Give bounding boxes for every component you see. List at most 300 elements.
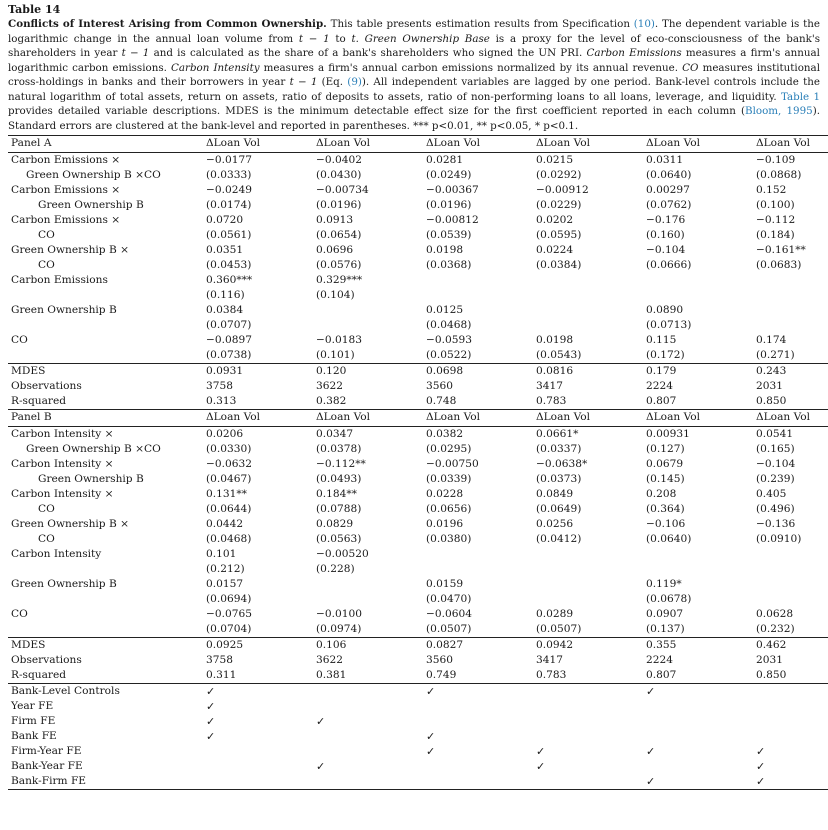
table-cell: (0.0196) [316, 199, 362, 211]
table-cell: (0.0378) [316, 443, 362, 455]
table-cell [643, 699, 753, 714]
table-cell: 0.748 [426, 395, 457, 407]
row-label: Green Ownership B [38, 199, 144, 211]
table-cell: −0.00912 [536, 184, 589, 196]
table-cell: −0.161** [756, 244, 806, 256]
caption-text: is a proxy for the level of eco-consciousness of the bank's shareholders in year [8, 32, 820, 59]
ref-specification-link[interactable]: (10) [633, 18, 655, 30]
table-cell [753, 547, 828, 562]
table-cell: 0.0661* [536, 428, 579, 440]
table-cell: (0.0649) [536, 503, 582, 515]
table-cell: (0.0380) [426, 533, 472, 545]
table-cell: (0.0539) [426, 229, 472, 241]
table-cell: 0.174 [756, 334, 787, 346]
table-cell: (0.0522) [426, 349, 472, 361]
table-row [8, 273, 828, 288]
table-row [8, 183, 828, 198]
table-cell: (0.0654) [316, 229, 362, 241]
table-cell: −0.0177 [206, 154, 252, 166]
table-cell: 0.0698 [423, 364, 533, 380]
table-cell [753, 684, 828, 700]
table-cell: 0.329*** [316, 274, 363, 286]
caption-text: provides detailed variable descriptions. MDES is the minimum detectable effect size for the first coefficient reported in each column ( [8, 105, 746, 117]
table-cell: −0.0604 [426, 608, 472, 620]
ref-table-link[interactable]: Table 1 [780, 90, 820, 103]
row-label [8, 318, 203, 333]
table-cell [643, 729, 753, 744]
table-cell: 0.0351 [206, 244, 244, 256]
table-cell: 2224 [646, 654, 673, 666]
table-cell: −0.00367 [426, 184, 479, 196]
table-cell [533, 273, 643, 288]
table-cell: 0.131** [206, 488, 247, 500]
table-cell: (0.0576) [316, 259, 362, 271]
page [8, 0, 820, 790]
table-cell: (0.0640) [646, 533, 692, 545]
column-header: ΔLoan Vol [643, 410, 753, 427]
table-row [8, 472, 828, 487]
table-cell: (0.101) [316, 349, 355, 361]
controls-row [8, 759, 828, 774]
table-cell [533, 714, 643, 729]
column-header: ΔLoan Vol [533, 410, 643, 427]
table-cell: (0.104) [316, 289, 355, 301]
panel-label: Panel B [8, 410, 203, 427]
table-cell: 0.0907 [646, 608, 684, 620]
table-cell [643, 759, 753, 774]
table-cell: (0.0249) [426, 169, 472, 181]
table-cell: 0.0224 [536, 244, 574, 256]
table-cell: 0.807 [646, 395, 677, 407]
caption-term: Carbon Intensity [171, 61, 260, 74]
table-cell: (0.100) [756, 199, 795, 211]
row-label: Carbon Intensity [11, 548, 102, 560]
table-row [8, 607, 828, 622]
row-label: CO [38, 229, 55, 241]
table-cell: (0.0453) [206, 259, 252, 271]
row-label: Carbon Intensity × [11, 458, 114, 470]
table-cell: (0.496) [756, 503, 795, 515]
caption-term: Green Ownership Base [364, 32, 490, 45]
table-cell [533, 729, 643, 744]
table-row [8, 198, 828, 213]
row-label: Carbon Intensity × [11, 428, 114, 440]
table-cell: 0.355 [643, 638, 753, 654]
table-cell: 0.0890 [646, 304, 684, 316]
row-label: Bank-Level Controls [8, 684, 203, 700]
table-cell: 0.0196 [426, 518, 464, 530]
table-cell: 0.00297 [646, 184, 690, 196]
table-cell: −0.104 [756, 458, 796, 470]
table-cell [313, 729, 423, 744]
row-label: Green Ownership B ×CO [26, 443, 161, 455]
row-label: Carbon Emissions × [11, 154, 121, 166]
table-cell: (0.0683) [756, 259, 802, 271]
table-cell: 0.749 [426, 669, 457, 681]
table-cell: (0.160) [646, 229, 685, 241]
table-cell: 0.405 [756, 488, 787, 500]
table-cell: 3622 [316, 380, 343, 392]
table-cell: −0.176 [646, 214, 686, 226]
column-header: ΔLoan Vol [533, 136, 643, 153]
ref-bloom-link[interactable]: Bloom, 1995 [745, 105, 813, 117]
table-cell [423, 759, 533, 774]
row-label: R-squared [11, 669, 67, 681]
table-cell: 3417 [536, 380, 563, 392]
caption-title: Conflicts of Interest Arising from Common Ownership. [8, 18, 327, 30]
column-header: ΔLoan Vol [423, 136, 533, 153]
controls-row [8, 774, 828, 790]
row-label [8, 592, 203, 607]
check-mark: ✓ [423, 684, 533, 700]
table-cell [753, 318, 828, 333]
table-cell: 3417 [536, 654, 563, 666]
caption-text: measures a firm's annual carbon emissions normalized by its annual revenue. [259, 61, 683, 74]
table-cell [533, 774, 643, 790]
table-cell [423, 714, 533, 729]
table-cell: 0.115 [646, 334, 677, 346]
table-row [8, 502, 828, 517]
controls-row [8, 744, 828, 759]
table-cell: (0.0384) [536, 259, 582, 271]
table-cell: 0.184** [316, 488, 357, 500]
check-mark: ✓ [536, 760, 546, 773]
table-cell [753, 303, 828, 318]
table-cell: 0.0913 [316, 214, 354, 226]
table-cell: 0.0925 [203, 638, 313, 654]
row-label: Carbon Emissions × [11, 214, 121, 226]
table-cell: (0.0468) [206, 533, 252, 545]
table-cell: 0.208 [646, 488, 677, 500]
table-cell [753, 714, 828, 729]
table-cell: −0.0249 [206, 184, 252, 196]
table-cell: (0.271) [756, 349, 795, 361]
table-cell: 0.0125 [426, 304, 464, 316]
table-cell: 0.0384 [206, 304, 244, 316]
row-label: CO [38, 259, 55, 271]
table-cell: −0.00750 [426, 458, 479, 470]
table-cell: 0.0198 [536, 334, 574, 346]
table-cell: 0.00931 [646, 428, 690, 440]
table-cell: 0.850 [756, 669, 787, 681]
table-cell: (0.0762) [646, 199, 692, 211]
table-cell [423, 774, 533, 790]
table-cell [313, 592, 423, 607]
table-cell [533, 547, 643, 562]
table-cell: (0.0339) [426, 473, 472, 485]
table-row [8, 517, 828, 532]
table-cell: (0.0543) [536, 349, 582, 361]
table-cell: (0.0910) [756, 533, 802, 545]
column-header: ΔLoan Vol [423, 410, 533, 427]
table-cell: −0.0632 [206, 458, 252, 470]
table-cell [643, 714, 753, 729]
column-header: ΔLoan Vol [753, 410, 828, 427]
table-row [8, 333, 828, 348]
results-table [8, 135, 828, 790]
table-row [8, 258, 828, 273]
check-mark: ✓ [756, 760, 766, 773]
table-cell: (0.0644) [206, 503, 252, 515]
caption-text: to [329, 32, 352, 45]
table-cell [313, 318, 423, 333]
table-cell [753, 562, 828, 577]
row-label: R-squared [11, 395, 67, 407]
table-cell: 0.0215 [536, 154, 574, 166]
row-label: Carbon Intensity × [11, 488, 114, 500]
row-label: Bank-Firm FE [8, 774, 203, 790]
table-row [8, 243, 828, 258]
table-row [8, 318, 828, 333]
check-mark: ✓ [203, 684, 313, 700]
table-row [8, 288, 828, 303]
table-cell: (0.0196) [426, 199, 472, 211]
table-row [8, 153, 828, 169]
table-cell: 0.382 [316, 395, 347, 407]
table-cell: 0.0442 [206, 518, 244, 530]
row-label: Green Ownership B ×CO [26, 169, 161, 181]
check-mark: ✓ [643, 684, 753, 700]
caption-math: t − 1 [298, 32, 330, 45]
table-cell: 0.120 [313, 364, 423, 380]
table-cell: −0.00520 [316, 548, 369, 560]
table-cell: −0.136 [756, 518, 796, 530]
row-label [8, 622, 203, 638]
table-cell: 0.243 [753, 364, 828, 380]
table-row [8, 577, 828, 592]
table-row [8, 348, 828, 364]
table-cell: (0.137) [646, 623, 685, 635]
row-label: Carbon Emissions × [11, 184, 121, 196]
table-cell: 0.0679 [646, 458, 684, 470]
table-cell: −0.112** [316, 458, 366, 470]
column-header: ΔLoan Vol [643, 136, 753, 153]
table-cell: 0.0382 [426, 428, 464, 440]
table-cell: −0.106 [646, 518, 686, 530]
table-cell: (0.0337) [536, 443, 582, 455]
table-row [8, 303, 828, 318]
table-cell: 0.0289 [536, 608, 574, 620]
controls-row [8, 729, 828, 744]
table-cell: (0.0694) [206, 593, 252, 605]
check-mark: ✓ [206, 715, 216, 728]
row-label [8, 348, 203, 364]
table-cell: (0.0666) [646, 259, 692, 271]
table-cell: 0.152 [756, 184, 787, 196]
caption-text: and is calculated as the share of a bank's shareholders who signed the UN PRI. [149, 47, 587, 59]
table-cell [533, 577, 643, 592]
caption-text: . [355, 32, 365, 45]
table-cell: 0.850 [756, 395, 787, 407]
table-cell [753, 577, 828, 592]
row-label: CO [38, 533, 55, 545]
table-cell: (0.165) [756, 443, 795, 455]
stats-row [8, 653, 828, 668]
table-cell: 0.807 [646, 669, 677, 681]
check-mark: ✓ [426, 745, 436, 758]
table-cell: (0.0788) [316, 503, 362, 515]
row-label: Bank FE [11, 730, 57, 742]
table-cell [203, 774, 313, 790]
check-mark: ✓ [646, 745, 656, 758]
caption-math: t − 1 [289, 76, 318, 88]
check-mark: ✓ [206, 700, 216, 713]
caption-text: measures a firm's annual logarithmic carbon emissions. [8, 47, 820, 74]
check-mark: ✓ [316, 715, 326, 728]
table-cell: 0.0198 [426, 244, 464, 256]
table-cell: (0.0507) [536, 623, 582, 635]
table-cell: 0.0628 [756, 608, 794, 620]
table-cell: (0.228) [316, 563, 355, 575]
table-cell: (0.0640) [646, 169, 692, 181]
table-cell: (0.0467) [206, 473, 252, 485]
table-row [8, 457, 828, 472]
check-mark: ✓ [206, 730, 216, 743]
table-cell: 0.101 [206, 548, 237, 560]
caption-text: (Eq. [317, 76, 348, 88]
table-cell: 0.0347 [316, 428, 354, 440]
row-label: Bank-Year FE [11, 760, 83, 772]
row-label: Year FE [11, 700, 54, 712]
stats-row [8, 668, 828, 684]
row-label: MDES [8, 638, 203, 654]
results-table-body [8, 136, 828, 790]
panel-label: Panel A [8, 136, 203, 153]
row-label [8, 562, 203, 577]
table-cell: (0.0295) [426, 443, 472, 455]
column-header: ΔLoan Vol [313, 136, 423, 153]
ref-equation-link[interactable]: (9) [347, 76, 362, 88]
table-cell: 0.0720 [206, 214, 244, 226]
table-cell [313, 744, 423, 759]
table-cell: 0.0157 [206, 578, 244, 590]
table-cell: 0.0159 [426, 578, 464, 590]
row-label: Green Ownership B × [11, 518, 129, 530]
table-cell: 0.360*** [206, 274, 253, 286]
table-cell: 0.381 [316, 669, 347, 681]
table-cell: (0.0373) [536, 473, 582, 485]
table-cell: (0.0704) [206, 623, 252, 635]
table-cell: (0.0292) [536, 169, 582, 181]
check-mark: ✓ [756, 745, 766, 758]
table-cell: 0.0541 [756, 428, 794, 440]
table-cell: (0.145) [646, 473, 685, 485]
table-cell: 0.0827 [423, 638, 533, 654]
table-cell [643, 562, 753, 577]
table-cell: (0.0713) [646, 319, 692, 331]
table-cell [643, 288, 753, 303]
table-row [8, 442, 828, 457]
table-cell: −0.0765 [206, 608, 252, 620]
table-cell [753, 288, 828, 303]
table-cell: −0.109 [756, 154, 796, 166]
controls-row [8, 714, 828, 729]
table-cell: (0.0507) [426, 623, 472, 635]
table-cell: 0.0829 [316, 518, 354, 530]
table-cell: −0.104 [646, 244, 686, 256]
stats-row [8, 379, 828, 394]
table-cell [533, 288, 643, 303]
table-row [8, 592, 828, 607]
table-cell [313, 303, 423, 318]
table-cell [643, 273, 753, 288]
table-cell: (0.0412) [536, 533, 582, 545]
table-cell: (0.0174) [206, 199, 252, 211]
table-cell: 0.0311 [646, 154, 684, 166]
table-cell: (0.0333) [206, 169, 252, 181]
panel-header-row [8, 410, 828, 427]
panel-header-row [8, 136, 828, 153]
table-cell: 0.0696 [316, 244, 354, 256]
table-cell [423, 699, 533, 714]
table-cell [533, 318, 643, 333]
table-cell [533, 699, 643, 714]
table-cell: 0.179 [643, 364, 753, 380]
row-label: Green Ownership B [11, 578, 117, 590]
caption-text: measures institutional cross-holdings in banks and their borrowers in year [8, 61, 820, 88]
table-cell [423, 288, 533, 303]
table-cell: 0.0931 [203, 364, 313, 380]
row-label: Firm FE [11, 715, 56, 727]
table-cell: −0.0593 [426, 334, 472, 346]
row-label: Carbon Emissions [11, 274, 108, 286]
stats-row [8, 394, 828, 410]
caption-text: ). Standard errors are clustered at the bank-level and reported in parentheses. *** p<0.01, ** p<0.05, * p<0.1. [8, 105, 820, 132]
table-cell: 0.0228 [426, 488, 464, 500]
table-cell: 2031 [756, 380, 783, 392]
table-cell: (0.0430) [316, 169, 362, 181]
column-header: ΔLoan Vol [203, 136, 313, 153]
caption-text: ). All independent variables are lagged by one period. Bank-level controls include the natural logarithm of total assets, return on assets, ratio of deposits to assets, ratio of non-performing loans to all loans, leverage, and liquidity. [8, 76, 820, 103]
stats-row [8, 638, 828, 654]
table-cell [313, 699, 423, 714]
table-cell: (0.0974) [316, 623, 362, 635]
table-cell: (0.0493) [316, 473, 362, 485]
check-mark: ✓ [643, 774, 753, 790]
table-number: Table 14 [8, 3, 61, 16]
table-cell: (0.116) [206, 289, 245, 301]
row-label: Observations [11, 654, 82, 666]
table-cell: (0.0868) [756, 169, 802, 181]
table-cell [643, 547, 753, 562]
table-cell: (0.184) [756, 229, 795, 241]
table-cell [313, 774, 423, 790]
table-cell: 0.106 [313, 638, 423, 654]
caption-text: This table presents estimation results from Specification [326, 18, 634, 30]
table-cell: −0.0638* [536, 458, 588, 470]
controls-row [8, 684, 828, 700]
table-cell: (0.0656) [426, 503, 472, 515]
table-cell: 3560 [426, 654, 453, 666]
row-label: CO [11, 608, 28, 620]
table-cell [753, 699, 828, 714]
row-label: Firm-Year FE [11, 745, 82, 757]
table-cell: 3758 [206, 654, 233, 666]
table-cell: −0.0183 [316, 334, 362, 346]
table-cell: 0.783 [536, 669, 567, 681]
table-cell: −0.112 [756, 214, 796, 226]
table-cell: (0.0229) [536, 199, 582, 211]
table-cell: (0.0470) [426, 593, 472, 605]
table-cell [423, 547, 533, 562]
check-mark: ✓ [536, 745, 546, 758]
table-cell: 2031 [756, 654, 783, 666]
table-row [8, 213, 828, 228]
table-cell: 0.0206 [206, 428, 244, 440]
table-row [8, 168, 828, 183]
table-cell [423, 273, 533, 288]
table-cell [533, 303, 643, 318]
